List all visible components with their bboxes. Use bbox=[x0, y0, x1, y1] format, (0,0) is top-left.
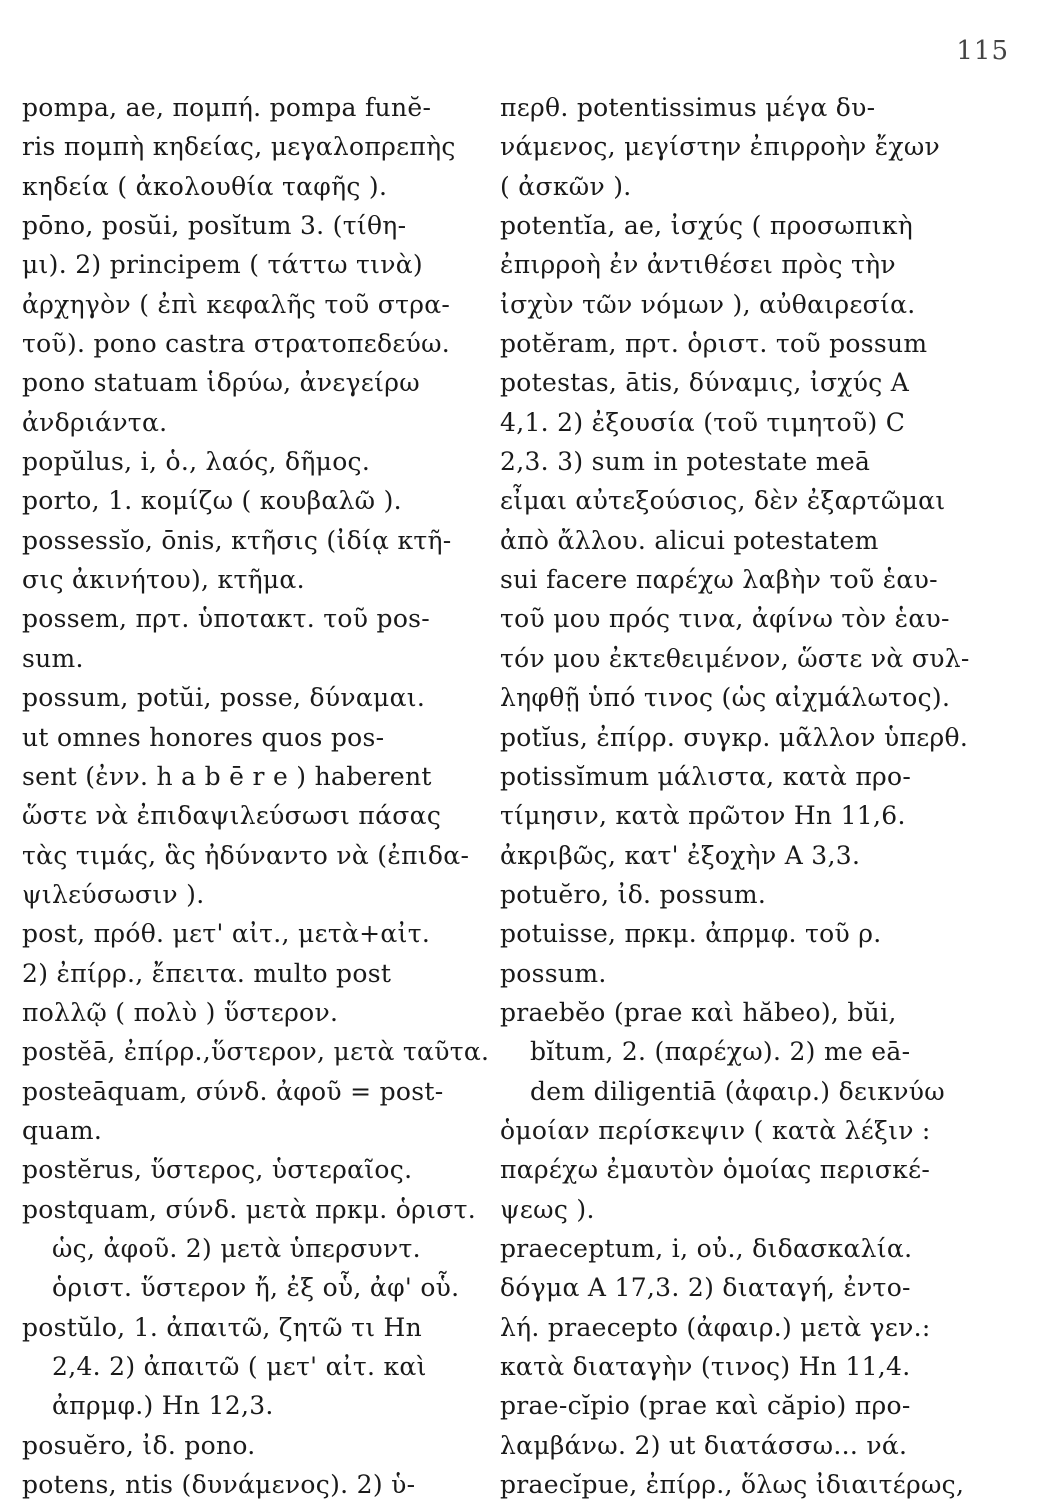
dictionary-line: popŭlus, i, ὁ., λαός, δῆμος. bbox=[22, 447, 371, 477]
dictionary-line: possem, πρτ. ὑποτακτ. τοῦ pos- bbox=[22, 604, 431, 634]
dictionary-line: praecĭpue, ἐπίρρ., ὅλως ἰδιαιτέρως, bbox=[500, 1470, 965, 1500]
dictionary-line: τίμησιν, κατὰ πρῶτον Hn 11,6. bbox=[500, 801, 906, 831]
dictionary-line: παρέχω ἐμαυτὸν ὁμοίας περισκέ- bbox=[500, 1155, 931, 1185]
dictionary-line: τὰς τιμάς, ἃς ἠδύναντο νὰ (ἐπιδα- bbox=[22, 840, 470, 870]
dictionary-line: possum. bbox=[500, 958, 607, 988]
dictionary-line: praeceptum, i, οὐ., διδασκαλία. bbox=[500, 1233, 913, 1263]
dictionary-line: pompa, ae, πομπή. pompa funĕ- bbox=[22, 93, 432, 122]
dictionary-line: dem diligentiā (ἀφαιρ.) δεικνύω bbox=[530, 1076, 945, 1106]
dictionary-line: posuĕro, ἰδ. pono. bbox=[22, 1430, 256, 1460]
dictionary-line: τόν μου ἐκτεθειμένον, ὥστε νὰ συλ- bbox=[500, 643, 970, 673]
dictionary-line: potĭus, ἐπίρρ. συγκρ. μᾶλλον ὑπερθ. bbox=[500, 722, 969, 752]
dictionary-line: ἀκριβῶς, κατ' ἐξοχὴν A 3,3. bbox=[500, 840, 861, 870]
dictionary-line: ut omnes honores quos pos- bbox=[22, 722, 385, 752]
dictionary-line: pono statuam ἱδρύω, ἀνεγείρω bbox=[22, 368, 420, 398]
dictionary-line: posteāquam, σύνδ. ἀφοῦ = post- bbox=[22, 1076, 444, 1106]
dictionary-line: νάμενος, μεγίστην ἐπιρροὴν ἔχων bbox=[500, 132, 941, 162]
dictionary-line: κηδεία ( ἀκολουθία ταφῆς ). bbox=[22, 171, 388, 201]
dictionary-line: potens, ntis (δυνάμενος). 2) ὑ- bbox=[22, 1470, 416, 1500]
dictionary-line: possessĭo, ōnis, κτῆσις (ἰδίᾳ κτῆ- bbox=[22, 525, 452, 555]
dictionary-line: σις ἀκινήτου), κτῆμα. bbox=[22, 565, 305, 595]
dictionary-line: ψεως ). bbox=[500, 1194, 595, 1224]
dictionary-line: postĕrus, ὕστερος, ὑστεραῖος. bbox=[22, 1155, 413, 1185]
dictionary-line: τοῦ μου πρός τινα, ἀφίνω τὸν ἑαυ- bbox=[500, 604, 950, 634]
dictionary-line: ἀπρμφ.) Hn 12,3. bbox=[52, 1391, 274, 1421]
dictionary-line: λή. praecepto (ἀφαιρ.) μετὰ γεν.: bbox=[500, 1312, 931, 1342]
dictionary-line: sum. bbox=[22, 643, 84, 673]
dictionary-line: pōno, posŭi, posĭtum 3. (τίθη- bbox=[22, 211, 407, 241]
dictionary-line: quam. bbox=[22, 1115, 103, 1145]
dictionary-line: τοῦ). pono castra στρατοπεδεύω. bbox=[22, 329, 451, 359]
dictionary-line: potuisse, πρκμ. ἀπρμφ. τοῦ ρ. bbox=[500, 919, 882, 949]
dictionary-line: ὡς, ἀφοῦ. 2) μετὰ ὑπερσυντ. bbox=[52, 1233, 421, 1263]
right-column bbox=[500, 88, 970, 1504]
dictionary-line: δόγμα A 17,3. 2) διαταγή, ἐντο- bbox=[500, 1273, 911, 1303]
dictionary-line: postŭlo, 1. ἀπαιτῶ, ζητῶ τι Hn bbox=[22, 1312, 423, 1342]
dictionary-line: porto, 1. κομίζω ( κουβαλῶ ). bbox=[22, 486, 402, 516]
dictionary-line: potissĭmum μάλιστα, κατὰ προ- bbox=[500, 761, 912, 791]
dictionary-line: ληφθῇ ὑπό τινος (ὡς αἰχμάλωτος). bbox=[500, 683, 951, 713]
dictionary-line: λαμβάνω. 2) ut διατάσσω... νά. bbox=[500, 1430, 908, 1460]
dictionary-line: ἰσχὺν τῶν νόμων ), αὐθαιρεσία. bbox=[500, 289, 916, 319]
dictionary-line: ὥστε νὰ ἐπιδαψιλεύσωσι πάσας bbox=[22, 801, 442, 831]
dictionary-line: ( ἀσκῶν ). bbox=[500, 171, 632, 201]
dictionary-line: potĕram, πρτ. ὁριστ. τοῦ possum bbox=[500, 329, 928, 359]
dictionary-line: 2) ἐπίρρ., ἔπειτα. multo post bbox=[22, 958, 392, 988]
dictionary-line: πολλῷ ( πολὺ ) ὕστερον. bbox=[22, 997, 339, 1027]
dictionary-line: εἶμαι αὐτεξούσιος, δὲν ἐξαρτῶμαι bbox=[500, 486, 946, 516]
dictionary-line: potentĭa, ae, ἰσχύς ( προσωπικὴ bbox=[500, 211, 914, 241]
dictionary-line: ψιλεύσωσιν ). bbox=[22, 879, 205, 909]
dictionary-line: ὁριστ. ὕστερον ἤ, ἐξ οὗ, ἀφ' οὗ. bbox=[52, 1273, 460, 1303]
dictionary-line: ἀρχηγὸν ( ἐπὶ κεφαλῆς τοῦ στρα- bbox=[22, 289, 451, 319]
dictionary-line: ὁμοίαν περίσκεψιν ( κατὰ λέξιν : bbox=[500, 1115, 931, 1145]
page-number: 115 bbox=[956, 36, 1009, 66]
dictionary-line: κατὰ διαταγὴν (τινος) Hn 11,4. bbox=[500, 1352, 911, 1381]
dictionary-line: sui facere παρέχω λαβὴν τοῦ ἑαυ- bbox=[500, 565, 938, 595]
dictionary-line: prae-cĭpio (prae καὶ căpio) προ- bbox=[500, 1391, 911, 1421]
dictionary-line: μι). 2) principem ( τάττω τινὰ) bbox=[22, 250, 423, 280]
dictionary-line: post, πρόθ. μετ' αἰτ., μετὰ+αἰτ. bbox=[22, 919, 431, 949]
dictionary-line: potuĕro, ἰδ. possum. bbox=[500, 879, 767, 909]
dictionary-line: ἀπὸ ἄλλου. alicui potestatem bbox=[500, 525, 879, 555]
dictionary-line: potestas, ātis, δύναμις, ἰσχύς A bbox=[500, 368, 910, 398]
dictionary-line: ἀνδριάντα. bbox=[22, 407, 168, 437]
dictionary-line: 2,4. 2) ἀπαιτῶ ( μετ' αἰτ. καὶ bbox=[52, 1352, 427, 1381]
dictionary-line: περθ. potentissimus μέγα δυ- bbox=[500, 93, 876, 122]
dictionary-line: possum, potŭi, posse, δύναμαι. bbox=[22, 683, 426, 713]
dictionary-line: bĭtum, 2. (παρέχω). 2) me eā- bbox=[530, 1037, 911, 1067]
dictionary-line: ἐπιρροὴ ἐν ἀντιθέσει πρὸς τὴν bbox=[500, 250, 896, 280]
dictionary-line: postĕā, ἐπίρρ.,ὕστερον, μετὰ ταῦτα. bbox=[22, 1037, 490, 1067]
dictionary-line: 4,1. 2) ἐξουσία (τοῦ τιμητοῦ) C bbox=[500, 407, 906, 437]
dictionary-line: sent (ἐνν. h a b ē r e ) haberent bbox=[22, 761, 432, 791]
dictionary-line: praebĕo (prae καὶ hăbeo), bŭi, bbox=[500, 997, 897, 1027]
left-column bbox=[22, 88, 492, 1504]
dictionary-line: 2,3. 3) sum in potestate meā bbox=[500, 447, 871, 477]
dictionary-line: postquam, σύνδ. μετὰ πρκμ. ὁριστ. bbox=[22, 1194, 476, 1224]
dictionary-line: ris πομπὴ κηδείας, μεγαλοπρεπὴς bbox=[22, 132, 456, 162]
